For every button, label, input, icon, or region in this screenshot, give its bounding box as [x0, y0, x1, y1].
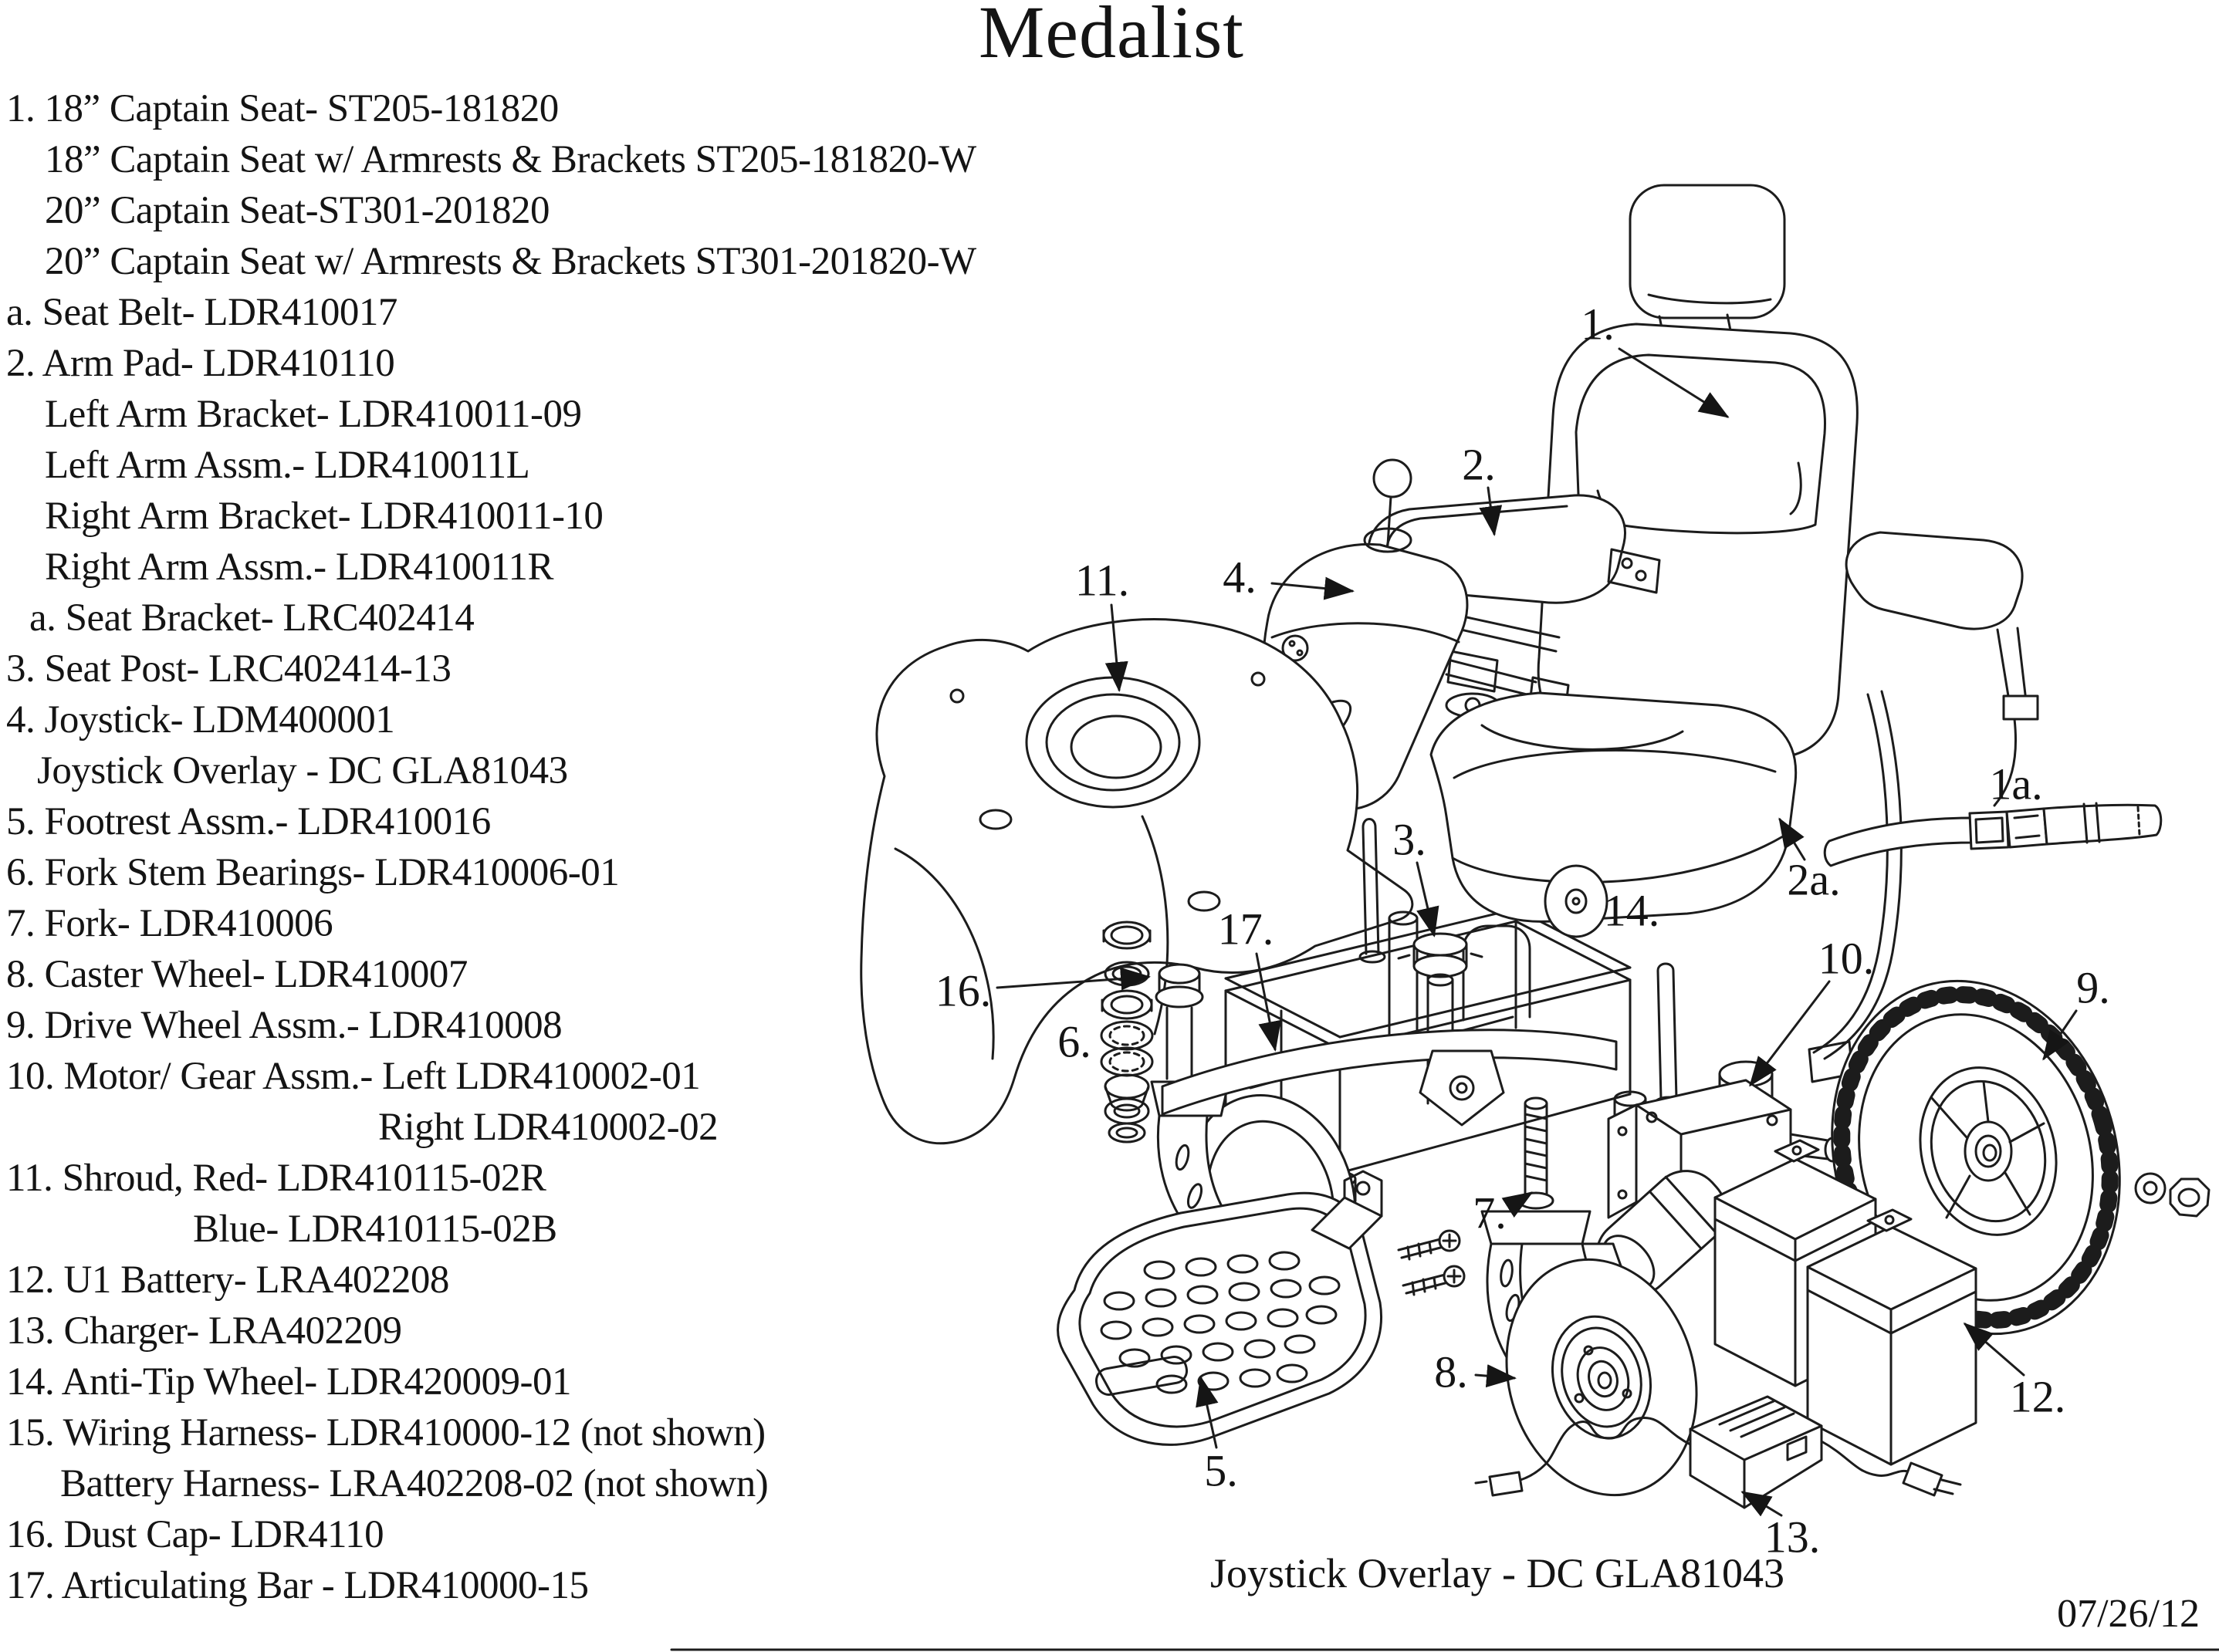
parts-list-item: a. Seat Belt- LDR410017 [6, 291, 397, 335]
callout-label: 5. [1204, 1445, 1238, 1496]
anti-tip-wheel-drawing [1545, 866, 1607, 937]
callout-label: 2. [1462, 439, 1496, 490]
parts-list-item: 9. Drive Wheel Assm.- LDR410008 [6, 1004, 563, 1048]
parts-list-item: a. Seat Bracket- LRC402414 [29, 596, 475, 640]
parts-list-item: 20” Captain Seat w/ Armrests & Brackets ST301-201820-W [45, 240, 976, 284]
parts-list-item: 17. Articulating Bar - LDR410000-15 [6, 1564, 589, 1608]
callout-label: 14. [1603, 885, 1660, 936]
parts-list-item: Joystick Overlay - DC GLA81043 [37, 749, 568, 793]
parts-list-item: Left Arm Assm.- LDR410011L [45, 444, 530, 488]
parts-list-item: 13. Charger- LRA402209 [6, 1309, 402, 1353]
parts-list-item: 16. Dust Cap- LDR4110 [6, 1513, 384, 1557]
callout-label: 11. [1074, 555, 1130, 606]
callout-label: 4. [1223, 552, 1257, 603]
parts-list-item: Right Arm Bracket- LDR410011-10 [45, 495, 604, 539]
callout-label: 13. [1764, 1512, 1821, 1562]
parts-list-item: 5. Footrest Assm.- LDR410016 [6, 800, 491, 844]
callout-label: 2a. [1787, 854, 1841, 905]
parts-list-item: 14. Anti-Tip Wheel- LDR420009-01 [6, 1360, 571, 1404]
parts-list-item: 10. Motor/ Gear Assm.- Left LDR410002-01 [6, 1055, 701, 1099]
parts-list-item: Right LDR410002-02 [378, 1106, 719, 1150]
page-title: Medalist [979, 0, 1244, 73]
parts-list-item: 12. U1 Battery- LRA402208 [6, 1258, 449, 1302]
joystick-overlay-caption: Joystick Overlay - DC GLA81043 [1210, 1550, 1784, 1596]
callout-label: 9. [2076, 962, 2110, 1013]
seat-belt-drawing [1825, 803, 2161, 866]
callout-label: 1a. [1989, 758, 2043, 809]
axle-hardware-drawing [2136, 1174, 2209, 1216]
callout-label: 1. [1581, 299, 1615, 350]
callout-label: 10. [1818, 933, 1875, 984]
parts-list-item: 15. Wiring Harness- LDR410000-12 (not shown) [6, 1411, 766, 1455]
parts-list-item: 6. Fork Stem Bearings- LDR410006-01 [6, 851, 620, 895]
parts-list-item: Blue- LDR410115-02B [193, 1208, 557, 1252]
callout-label: 17. [1217, 904, 1274, 954]
callout-label: 3. [1392, 814, 1426, 865]
callout-arrow [1751, 981, 1829, 1085]
parts-list-item: 11. Shroud, Red- LDR410115-02R [6, 1157, 546, 1201]
parts-list-item: 2. Arm Pad- LDR410110 [6, 342, 395, 386]
callout-label: 16. [935, 965, 992, 1016]
headrest-drawing [1630, 185, 1784, 332]
dust-cap-drawing [1156, 965, 1203, 1079]
parts-list-item: 4. Joystick- LDM400001 [6, 698, 395, 742]
parts-list-item: Battery Harness- LRA402208-02 (not shown) [60, 1462, 769, 1506]
parts-list-item: 1. 18” Captain Seat- ST205-181820 [6, 87, 559, 131]
callout-label: 8. [1434, 1346, 1468, 1397]
parts-list-item: 7. Fork- LDR410006 [6, 902, 333, 946]
parts-list-item: 18” Captain Seat w/ Armrests & Brackets ST205-181820-W [45, 138, 976, 182]
callout-arrow [1417, 863, 1434, 935]
callout-label: 12. [2009, 1371, 2066, 1422]
parts-list-item: Left Arm Bracket- LDR410011-09 [45, 393, 582, 437]
parts-list-item: Right Arm Assm.- LDR410011R [45, 546, 554, 590]
mounting-screws-drawing [1399, 1231, 1464, 1295]
footplate-drawing [1058, 1171, 1382, 1444]
parts-list-item: 8. Caster Wheel- LDR410007 [6, 953, 468, 997]
callout-label: 7. [1473, 1187, 1507, 1238]
parts-list-item: 20” Captain Seat-ST301-201820 [45, 189, 550, 233]
callout-label: 6. [1057, 1016, 1091, 1067]
revision-date: 07/26/12 [2057, 1592, 2200, 1636]
parts-list-item: 3. Seat Post- LRC402414-13 [6, 647, 452, 691]
